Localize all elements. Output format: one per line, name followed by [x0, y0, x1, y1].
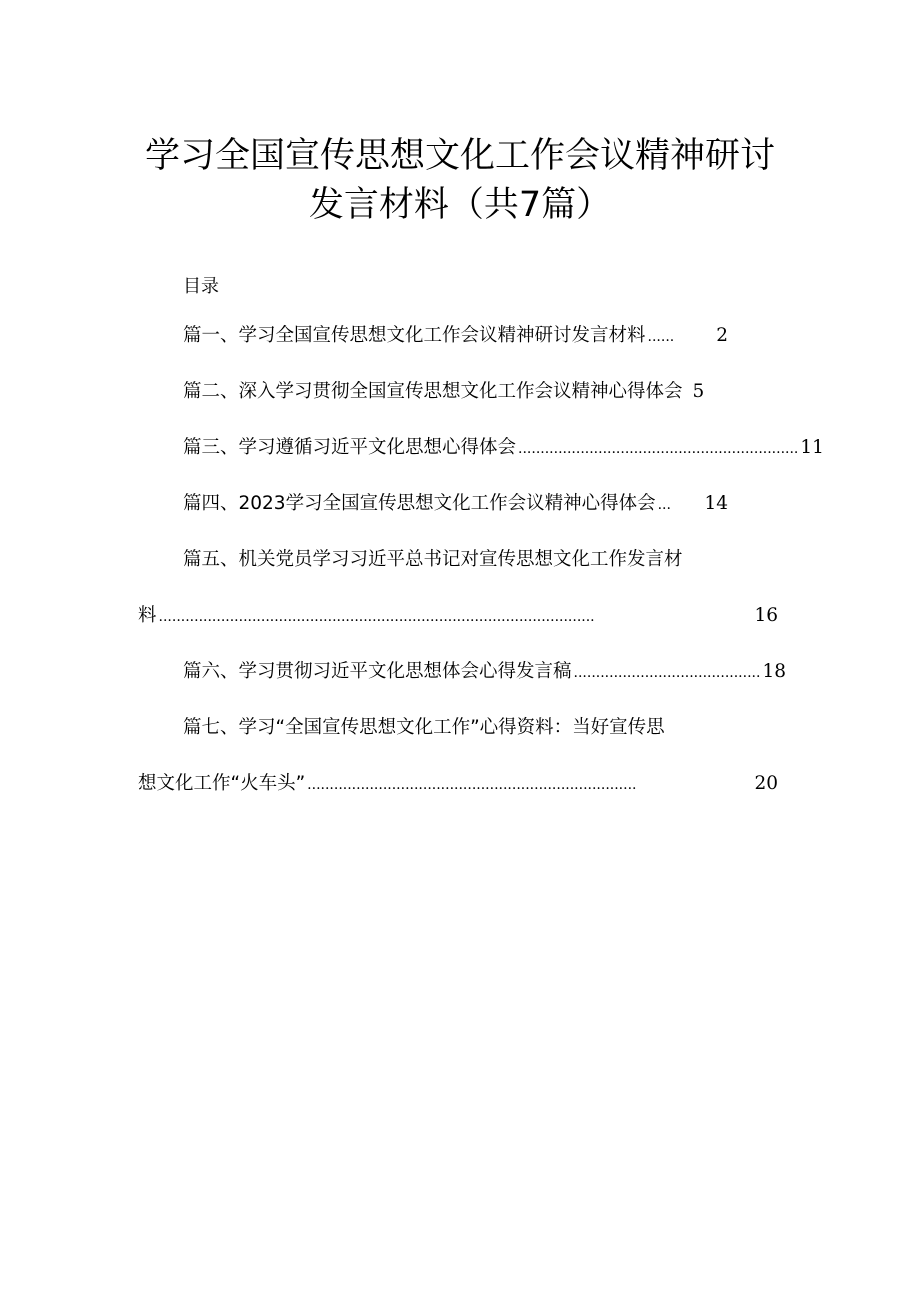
- toc-entry-7-line2[interactable]: [138, 775, 778, 794]
- toc-leader: ......: [647, 329, 675, 345]
- toc-entry-text: 篇四、2023学习全国宣传思想文化工作会议精神心得体会: [183, 493, 656, 514]
- document-title-line1: 学习全国宣传思想文化工作会议精神研讨: [144, 136, 775, 176]
- toc-page-number: 11: [800, 437, 824, 458]
- document-title-line2: 发言材料（共7篇）: [308, 185, 612, 225]
- toc-entry-text: 料: [138, 605, 157, 626]
- toc-entry-2[interactable]: [183, 383, 743, 402]
- toc-label: 目录: [183, 276, 219, 297]
- toc-page-number: 18: [762, 661, 786, 682]
- toc-leader: ..........................................: [573, 665, 761, 681]
- toc-page-number: 16: [754, 605, 778, 626]
- toc-entry-5-line1[interactable]: [183, 551, 683, 570]
- toc-page-number: 2: [716, 325, 728, 346]
- toc-entry-text: 篇一、学习全国宣传思想文化工作会议精神研讨发言材料: [183, 325, 646, 346]
- toc-page-number: 5: [692, 381, 705, 402]
- toc-page-number: 20: [754, 773, 778, 794]
- toc-leader: ...: [657, 497, 671, 513]
- toc-entry-3[interactable]: [183, 437, 824, 458]
- toc-entry-text: 篇三、学习遵循习近平文化思想心得体会: [183, 437, 517, 458]
- toc-entry-4[interactable]: [183, 495, 728, 514]
- toc-entry-5-line2[interactable]: [138, 607, 778, 626]
- toc-entry-text: 篇二、深入学习贯彻全国宣传思想文化工作会议精神心得体会: [183, 381, 683, 402]
- toc-leader: ..........................................................................: [307, 777, 637, 793]
- toc-entry-text: 想文化工作“火车头”: [138, 773, 306, 794]
- toc-leader: ..................................................................................................: [158, 609, 595, 625]
- toc-leader: ...............................................................: [518, 441, 799, 457]
- toc-entry-1[interactable]: [183, 327, 728, 346]
- toc-entry-text: 篇五、机关党员学习习近平总书记对宣传思想文化工作发言材: [183, 549, 683, 570]
- toc-entry-7-line1[interactable]: [183, 719, 665, 738]
- toc-entry-6[interactable]: [183, 661, 786, 682]
- toc-page-number: 14: [704, 493, 728, 514]
- toc-entry-text: 篇七、学习“全国宣传思想文化工作”心得资料：当好宣传思: [183, 717, 665, 738]
- toc-entry-text: 篇六、学习贯彻习近平文化思想体会心得发言稿: [183, 661, 572, 682]
